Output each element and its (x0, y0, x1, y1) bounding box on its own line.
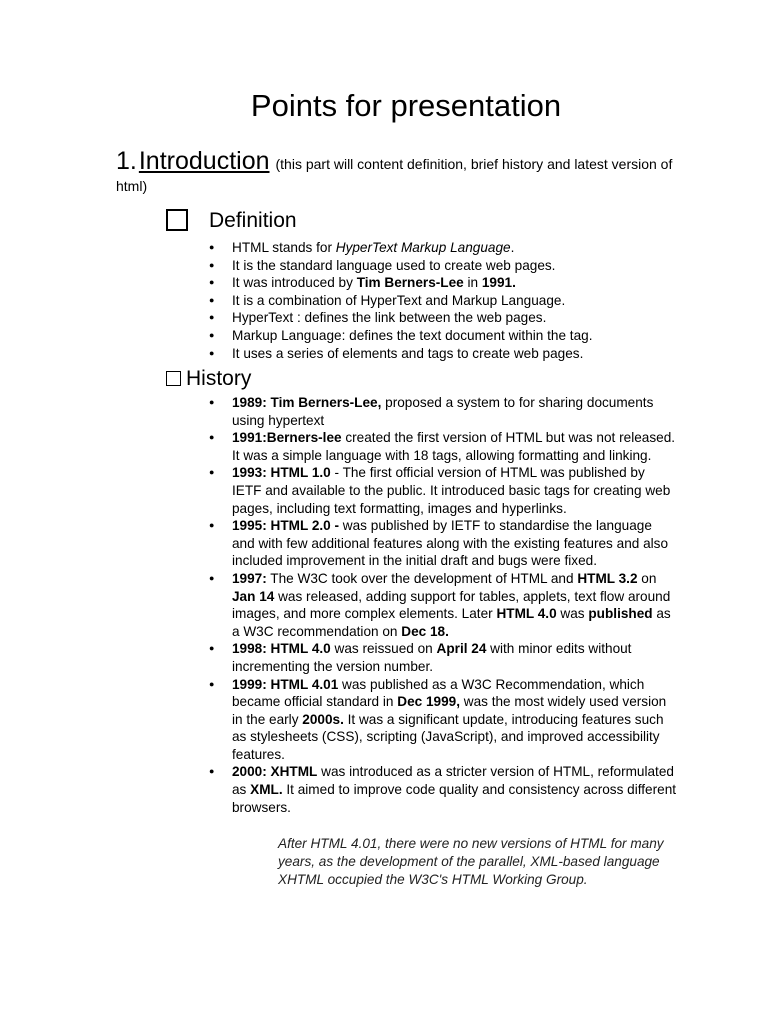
text-run: was published as a W3C Recommendation, which became official standard in (232, 676, 645, 710)
bullet-icon: ● (209, 467, 215, 478)
section-introduction (116, 147, 676, 197)
text-run: 1991. (481, 275, 516, 291)
list-item (209, 763, 677, 816)
text-run: was (556, 606, 589, 622)
definition-list (209, 239, 677, 362)
history-heading: History (186, 367, 252, 390)
checkbox-icon[interactable] (166, 209, 188, 231)
text-run: with minor edits without incrementing the version number. (232, 641, 632, 674)
list-item (209, 570, 677, 640)
bullet-icon: ● (209, 277, 215, 288)
text-run: XML. (250, 782, 283, 798)
text-run: HTML 3.2 (577, 570, 638, 586)
bullet-icon: ● (209, 643, 215, 654)
text-run: It uses a series of elements and tags to create web pages. (232, 345, 584, 361)
text-run: 1998: HTML 4.0 (232, 641, 331, 657)
list-item (209, 394, 677, 429)
text-run: as a W3C recommendation on (232, 606, 671, 639)
text-run: 1993: HTML 1.0 (232, 465, 331, 481)
text-run: Dec 18. (401, 623, 449, 639)
list-item (209, 309, 677, 327)
text-run: was released, adding support for tables, applets, text flow around images, and more complex elements. Later (232, 588, 671, 622)
section-number: 1. (116, 147, 137, 175)
text-run: 2000s. (302, 711, 344, 727)
bullet-icon: ● (209, 572, 215, 583)
list-item (209, 257, 677, 275)
text-run: 1991:Berners-lee (232, 430, 342, 446)
list-item (209, 239, 677, 257)
text-run: 1999: HTML 4.01 (232, 676, 339, 692)
bullet-icon: ● (209, 312, 215, 323)
text-run: Dec 1999, (397, 694, 460, 710)
text-run: Jan 14 (232, 588, 275, 604)
text-run: was published by IETF to standardise the language and with few additional features along with the existing features and also included improvement in the initial draft and bugs were fixed. (232, 518, 669, 569)
list-item (209, 640, 677, 675)
list-item (209, 327, 677, 345)
bullet-icon: ● (209, 347, 215, 358)
text-run: 1995: HTML 2.0 - (232, 518, 340, 534)
list-item (209, 274, 677, 292)
text-run: on (637, 570, 657, 586)
text-run: proposed a system to for sharing documents using hypertext (232, 395, 654, 428)
bullet-icon: ● (209, 329, 215, 340)
text-run: Tim Berners-Lee (356, 275, 464, 291)
text-run: HyperText : defines the link between the web pages. (232, 310, 547, 326)
section-heading: Introduction (138, 147, 270, 175)
section-note: (this part will content definition, brief history and latest version of html) (116, 156, 673, 194)
text-run: HTML stands for (232, 240, 336, 255)
bullet-icon: ● (209, 397, 215, 407)
text-run: was introduced as a stricter version of HTML, reformulated as (232, 764, 674, 798)
bullet-icon: ● (209, 432, 215, 443)
page-title: Points for presentation (250, 88, 562, 123)
text-run: was reissued on (330, 641, 437, 657)
text-run: was the most widely used version in the early (232, 694, 667, 727)
history-list (209, 394, 677, 816)
text-run: The W3C took over the development of HTML and (266, 570, 578, 586)
text-run: It is a combination of HyperText and Markup Language. (232, 292, 566, 308)
text-run: It was a significant update, introducing features such as stylesheets (CSS), scripting (JavaScript), and improved accessibility features. (232, 711, 664, 762)
bullet-icon: ● (209, 242, 215, 252)
text-run: 1997: (232, 570, 267, 586)
list-item (209, 345, 677, 363)
bullet-icon: ● (209, 294, 215, 305)
text-run: It is the standard language used to create web pages. (232, 257, 556, 273)
text-run: Markup Language: defines the text document within the tag. (232, 327, 593, 343)
text-run: HTML 4.0 (496, 606, 557, 622)
list-item (209, 517, 677, 570)
text-run: - The first official version of HTML was published by IETF and available to the public. It introduced basic tags for creating web pages, including text formatting, images and hyperlinks. (232, 465, 671, 516)
bullet-icon: ● (209, 766, 215, 777)
text-run: 2000: XHTML (232, 764, 318, 780)
bullet-icon: ● (209, 520, 215, 531)
text-run: published (588, 606, 653, 622)
text-run: It aimed to improve code quality and consistency across different browsers. (232, 782, 677, 815)
history-quote: After HTML 4.01, there were no new versions of HTML for many years, as the development of the parallel, XML-based language XHTML occupied the W3C's HTML Working Group. (278, 836, 664, 887)
bullet-icon: ● (209, 678, 215, 689)
text-run: in (463, 275, 482, 291)
list-item (209, 292, 677, 310)
list-item (209, 676, 677, 764)
text-run: HyperText Markup Language (335, 240, 511, 255)
list-item (209, 464, 677, 517)
text-run: April 24 (436, 641, 487, 657)
list-item (209, 429, 677, 464)
text-run: 1989: Tim Berners-Lee, (232, 395, 382, 410)
bullet-icon: ● (209, 259, 215, 270)
definition-heading: Definition (209, 209, 297, 232)
text-run: It was introduced by (232, 275, 357, 291)
text-run: . (510, 240, 515, 255)
text-run: created the first version of HTML but was not released. It was a simple language with 18 tags, allowing formatting and linking. (232, 430, 676, 463)
checkbox-icon[interactable] (166, 371, 181, 386)
